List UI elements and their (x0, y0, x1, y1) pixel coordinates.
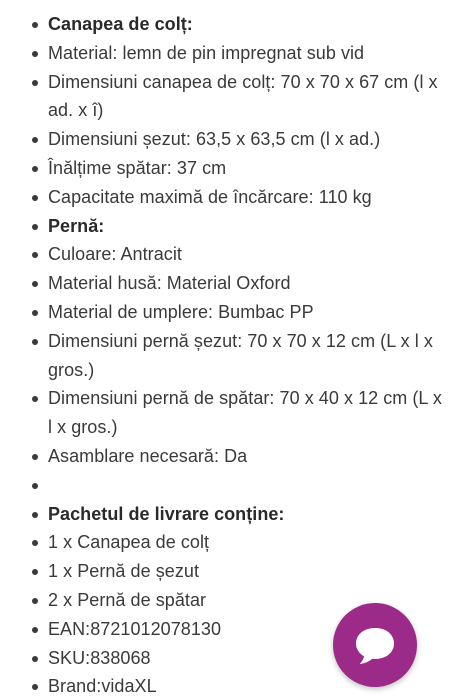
bullet-icon (32, 22, 38, 28)
spec-list-item (0, 471, 461, 500)
bullet-icon (32, 684, 38, 690)
spec-text: Material: lemn de pin impregnat sub vid (48, 42, 365, 63)
bullet-icon (32, 137, 38, 143)
bullet-icon (32, 252, 38, 258)
spec-text: Canapea de colț: (48, 14, 193, 34)
spec-text: Dimensiuni șezut: 63,5 x 63,5 cm (l x ad.) (48, 129, 381, 150)
spec-list-item (0, 154, 461, 183)
spec-text: Brand:vidaXL (48, 676, 157, 697)
bullet-icon (32, 598, 38, 604)
spec-list-item (0, 384, 461, 442)
bullet-icon (32, 569, 38, 575)
spec-list-item (0, 557, 461, 586)
spec-list-item (0, 269, 461, 298)
spec-list-item (0, 183, 461, 212)
spec-list-item (0, 240, 461, 269)
bullet-icon (32, 396, 38, 402)
spec-text: Pernă: (48, 215, 105, 236)
spec-text: 1 x Pernă de șezut (48, 561, 199, 582)
spec-section-heading (0, 212, 461, 241)
bullet-icon (32, 339, 38, 345)
spec-text: Asamblare necesară: Da (48, 445, 248, 466)
spec-text: Culoare: Antracit (48, 244, 182, 265)
bullet-icon (32, 483, 38, 489)
bullet-icon (32, 51, 38, 57)
spec-text: Dimensiuni canapea de colț: 70 x 70 x 67 cm (l x ad. x î) (48, 71, 438, 121)
spec-text: Material de umplere: Bumbac PP (48, 301, 314, 322)
bullet-icon (32, 540, 38, 546)
spec-list-item (0, 125, 461, 154)
spec-text: SKU:838068 (48, 647, 151, 668)
bullet-icon (32, 281, 38, 287)
spec-list-item (0, 39, 461, 68)
spec-section-heading (0, 10, 461, 39)
bullet-icon (32, 80, 38, 86)
spec-text: Material husă: Material Oxford (48, 273, 291, 294)
spec-text: EAN:8721012078130 (48, 618, 222, 639)
bullet-icon (32, 512, 38, 518)
spec-list-item (0, 528, 461, 557)
bullet-icon (32, 656, 38, 662)
spec-list-item (0, 327, 461, 385)
spec-list-item (0, 68, 461, 126)
spec-list-item (0, 442, 461, 471)
bullet-icon (32, 224, 38, 230)
spec-text: Pachetul de livrare conține: (48, 503, 285, 524)
bullet-icon (32, 310, 38, 316)
spec-section-heading (0, 500, 461, 529)
bullet-icon (32, 195, 38, 201)
bullet-icon (32, 166, 38, 172)
spec-text: 1 x Canapea de colț (48, 532, 210, 553)
chat-button[interactable] (333, 603, 417, 687)
chat-bubble-icon (351, 621, 399, 669)
spec-text: Capacitate maximă de încărcare: 110 kg (48, 186, 372, 207)
spec-text: 2 x Pernă de spătar (48, 589, 207, 610)
bullet-icon (32, 627, 38, 633)
spec-list-item (0, 298, 461, 327)
bullet-icon (32, 454, 38, 460)
spec-text: Dimensiuni pernă de spătar: 70 x 40 x 12 cm (L x l x gros.) (48, 388, 442, 438)
spec-text: Dimensiuni pernă șezut: 70 x 70 x 12 cm (L x l x gros.) (48, 330, 433, 380)
spec-text: Înălțime spătar: 37 cm (48, 157, 227, 178)
product-spec-list (0, 10, 461, 699)
